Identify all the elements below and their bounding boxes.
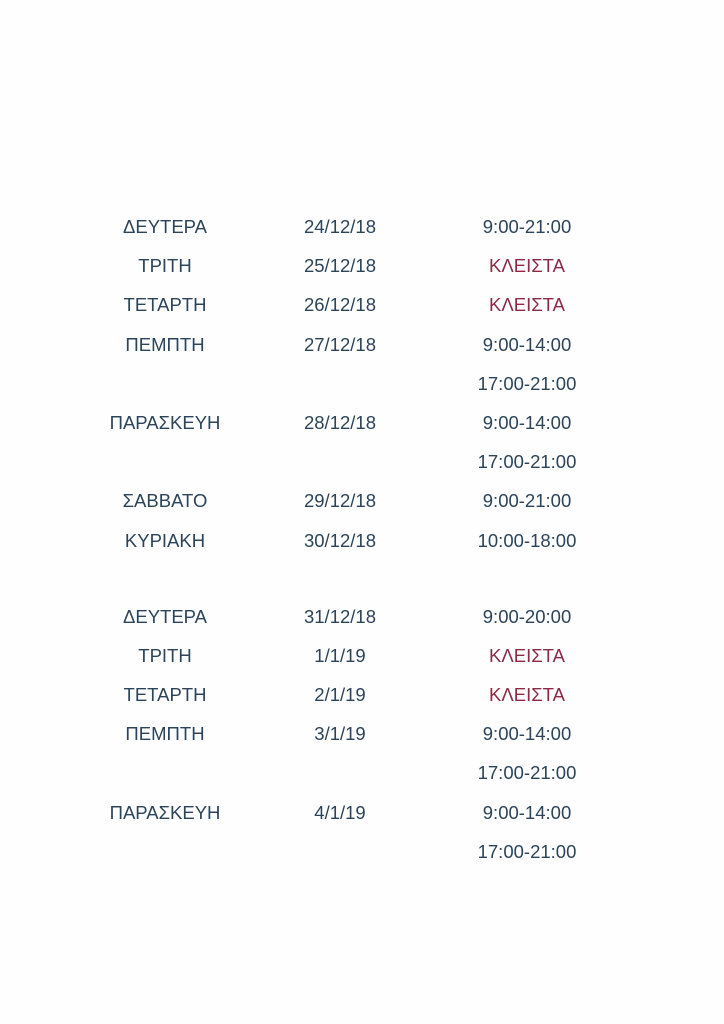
date: 31/12/18 (303, 605, 376, 627)
date: 3/1/19 (314, 723, 366, 745)
day-name: ΔΕΥΤΕΡΑ (123, 605, 207, 627)
day-name: ΔΕΥΤΕΡΑ (123, 216, 207, 237)
date: 25/12/18 (303, 255, 376, 277)
schedule-row-continuation (0, 364, 724, 403)
opening-hours: 9:00-14:00 (482, 801, 572, 823)
schedule-row (0, 714, 724, 753)
schedule-row (0, 793, 724, 832)
opening-hours-schedule (0, 207, 724, 871)
week-separator (0, 560, 724, 597)
day-name: ΠΑΡΑΣΚΕΥΗ (109, 411, 221, 433)
schedule-row (0, 246, 724, 285)
opening-hours: 17:00-21:00 (477, 840, 577, 862)
day-name: ΤΡΙΤΗ (138, 644, 192, 666)
schedule-row (0, 481, 724, 520)
day-name (75, 364, 255, 403)
opening-hours: 17:00-21:00 (477, 451, 577, 473)
schedule-row (0, 207, 724, 246)
day-name (75, 832, 255, 871)
schedule-row-continuation (0, 832, 724, 871)
day-name: ΠΑΡΑΣΚΕΥΗ (109, 801, 221, 823)
closed-label: ΚΛΕΙΣΤΑ (489, 294, 565, 316)
date: 1/1/19 (314, 644, 366, 666)
date: 26/12/18 (303, 294, 376, 316)
date (250, 364, 430, 403)
schedule-row (0, 325, 724, 364)
opening-hours: 10:00-18:00 (477, 529, 577, 551)
date: 4/1/19 (314, 801, 366, 823)
opening-hours: 9:00-14:00 (482, 723, 572, 745)
day-name: ΚΥΡΙΑΚΗ (124, 529, 206, 551)
schedule-row (0, 403, 724, 442)
opening-hours: 9:00-21:00 (482, 490, 572, 512)
day-name: ΤΕΤΑΡΤΗ (123, 684, 207, 706)
date (250, 753, 430, 792)
schedule-row (0, 521, 724, 560)
opening-hours: 17:00-21:00 (477, 372, 577, 394)
closed-label: ΚΛΕΙΣΤΑ (489, 684, 565, 706)
date: 24/12/18 (303, 216, 376, 237)
day-name: ΠΕΜΠΤΗ (125, 333, 205, 355)
date: 27/12/18 (303, 333, 376, 355)
schedule-row-continuation (0, 442, 724, 481)
day-name (75, 442, 255, 481)
opening-hours: 9:00-14:00 (482, 411, 572, 433)
date: 29/12/18 (303, 490, 376, 512)
opening-hours: 9:00-14:00 (482, 333, 572, 355)
day-name (75, 753, 255, 792)
schedule-row (0, 675, 724, 714)
opening-hours: 9:00-21:00 (482, 216, 572, 237)
schedule-row (0, 285, 724, 324)
day-name: ΣΑΒΒΑΤΟ (122, 490, 208, 512)
date: 28/12/18 (303, 411, 376, 433)
closed-label: ΚΛΕΙΣΤΑ (489, 255, 565, 277)
schedule-row-continuation (0, 753, 724, 792)
closed-label: ΚΛΕΙΣΤΑ (489, 644, 565, 666)
date: 30/12/18 (303, 529, 376, 551)
schedule-row (0, 597, 724, 636)
opening-hours: 17:00-21:00 (477, 762, 577, 784)
date (250, 832, 430, 871)
day-name: ΤΕΤΑΡΤΗ (123, 294, 207, 316)
day-name: ΠΕΜΠΤΗ (125, 723, 205, 745)
schedule-row (0, 636, 724, 675)
date: 2/1/19 (314, 684, 366, 706)
date (250, 442, 430, 481)
opening-hours: 9:00-20:00 (482, 605, 572, 627)
day-name: ΤΡΙΤΗ (138, 255, 192, 277)
